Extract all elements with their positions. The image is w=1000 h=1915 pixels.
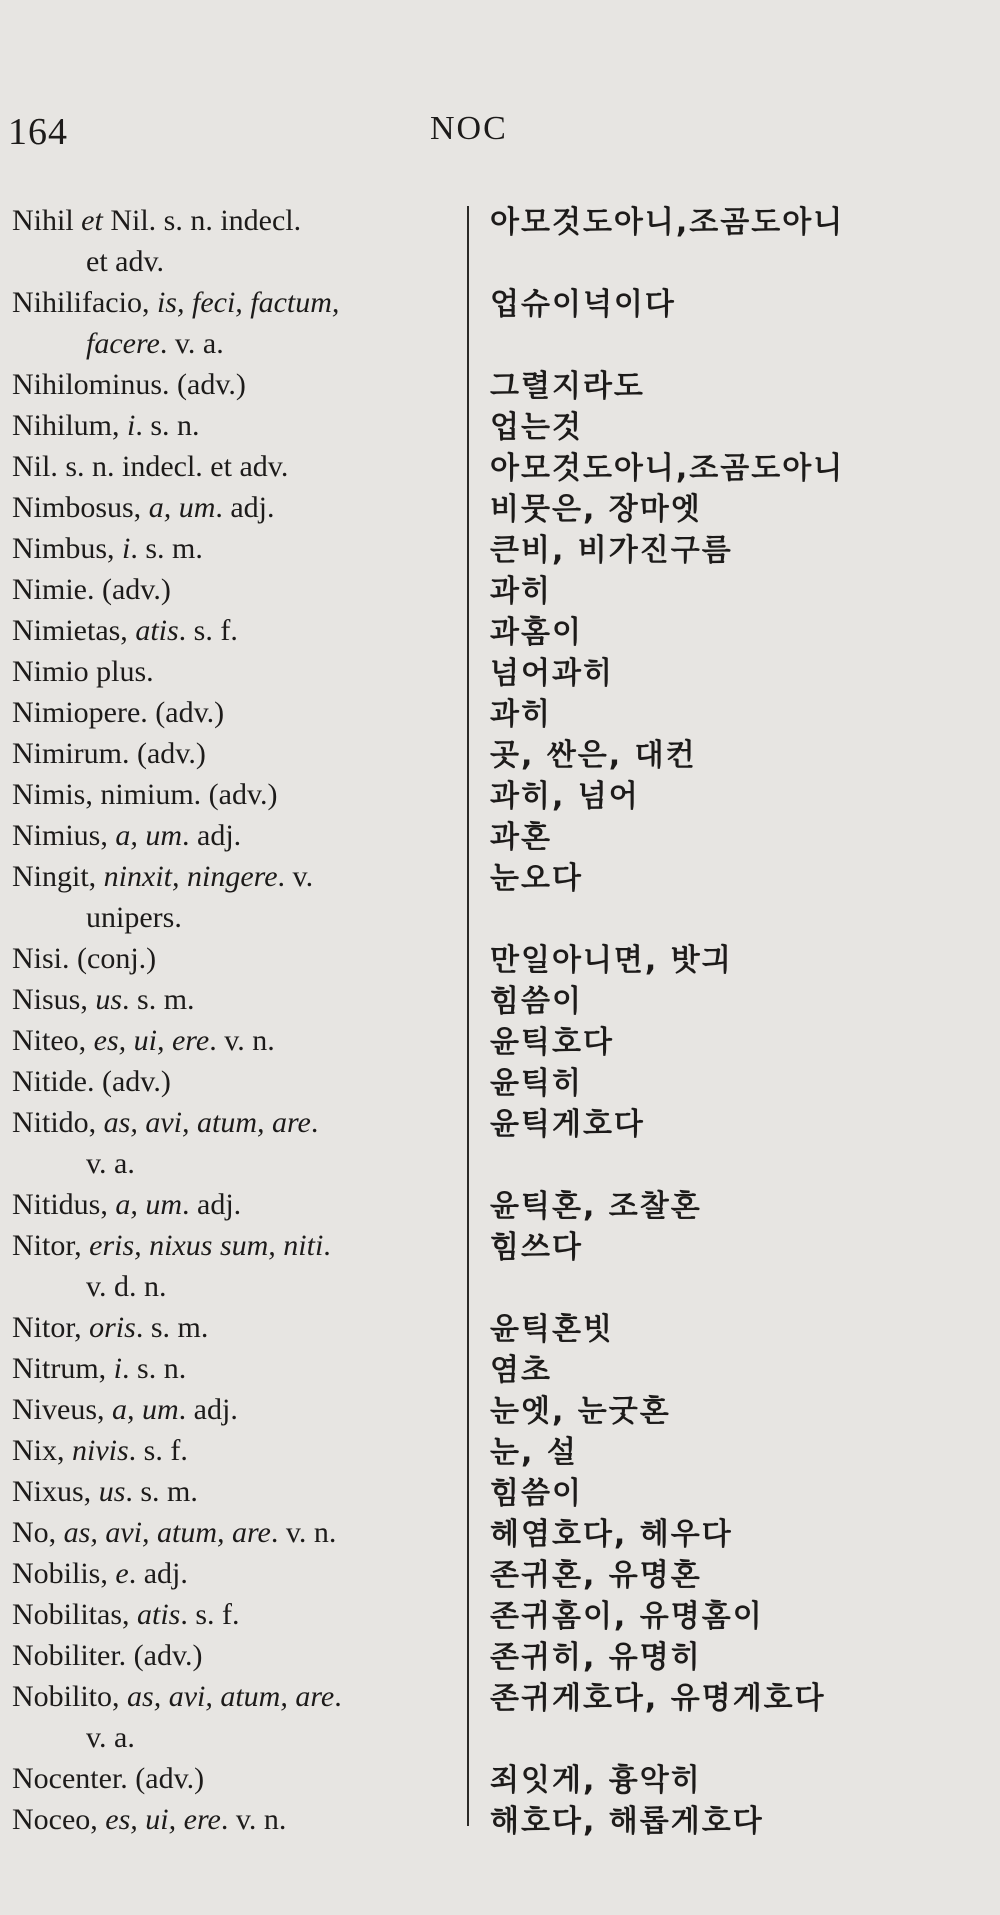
dictionary-entry xyxy=(0,1635,1000,1676)
latin-continuation xyxy=(12,1266,462,1307)
latin-inflection: i xyxy=(113,1352,123,1385)
latin-line xyxy=(12,1024,275,1057)
latin-line xyxy=(12,491,275,524)
latin-line xyxy=(12,983,195,1016)
korean-definition: 넘어과히 xyxy=(490,656,614,691)
dictionary-entry xyxy=(0,1471,1000,1512)
korean-definition: 눈오다 xyxy=(490,861,583,896)
latin-inflection: a, um xyxy=(112,1393,179,1426)
dictionary-entry xyxy=(0,610,1000,651)
page-header xyxy=(0,110,1000,166)
latin-headword xyxy=(12,938,462,979)
latin-headword xyxy=(12,569,462,610)
latin-text: Nix, xyxy=(12,1434,72,1467)
latin-line xyxy=(12,1680,342,1713)
latin-inflection: atis xyxy=(135,614,179,647)
latin-line xyxy=(12,1475,198,1508)
latin-inflection: us xyxy=(95,983,123,1016)
latin-headword xyxy=(12,1061,462,1102)
latin-line xyxy=(12,204,301,237)
latin-inflection: oris xyxy=(89,1311,136,1344)
dictionary-entry xyxy=(0,1799,1000,1840)
latin-text: Nisi. (conj.) xyxy=(12,942,157,975)
korean-definition: 과홈이 xyxy=(490,615,583,650)
korean-definition: 힘씀이 xyxy=(490,1476,583,1511)
latin-inflection: i xyxy=(122,532,131,565)
korean-definition: 윤틱혼, 조찰혼 xyxy=(490,1189,702,1224)
latin-text: Nitide. (adv.) xyxy=(12,1065,171,1098)
dictionary-entry xyxy=(0,856,1000,938)
latin-headword xyxy=(12,815,462,856)
latin-headword xyxy=(12,487,462,528)
latin-text: Nimis, nimium. (adv.) xyxy=(12,778,278,811)
latin-line xyxy=(12,696,224,729)
latin-line xyxy=(12,573,171,606)
latin-text: . s. m. xyxy=(125,1475,198,1508)
latin-text: Nil. s. n. indecl. xyxy=(102,204,302,237)
latin-text: . adj. xyxy=(182,819,242,852)
latin-text: Nimie. (adv.) xyxy=(12,573,171,606)
latin-inflection: a, um xyxy=(148,491,216,524)
latin-text: . xyxy=(323,1229,331,1262)
latin-text: . adj. xyxy=(128,1557,188,1590)
latin-headword xyxy=(12,200,462,282)
latin-headword xyxy=(12,979,462,1020)
latin-text: v. a. xyxy=(86,1721,135,1754)
latin-text: Nisus, xyxy=(12,983,96,1016)
korean-definition: 아모것도아니,조곰도아니 xyxy=(490,451,845,486)
latin-line xyxy=(12,1393,238,1426)
latin-headword xyxy=(12,1676,462,1758)
latin-inflection: is, feci, factum, xyxy=(156,286,340,319)
latin-inflection: facere xyxy=(86,327,160,360)
latin-headword xyxy=(12,1758,462,1799)
latin-text: . s. n. xyxy=(122,1352,187,1385)
latin-text: . s. f. xyxy=(178,614,238,647)
dictionary-entry xyxy=(0,282,1000,364)
latin-inflection: e xyxy=(115,1557,129,1590)
latin-text: Noceo, xyxy=(12,1803,106,1836)
latin-inflection: as, avi, atum, are xyxy=(63,1516,271,1549)
korean-definition: 곳, 싼은, 대컨 xyxy=(490,738,697,773)
latin-text: Nihilominus. (adv.) xyxy=(12,368,246,401)
latin-headword xyxy=(12,1471,462,1512)
latin-headword xyxy=(12,446,462,487)
dictionary-entry xyxy=(0,1102,1000,1184)
latin-inflection: es, ui, ere xyxy=(93,1024,210,1057)
dictionary-entry xyxy=(0,774,1000,815)
latin-headword xyxy=(12,1225,462,1307)
latin-text: . v. n. xyxy=(220,1803,287,1836)
latin-text: Nihil xyxy=(12,204,82,237)
latin-text: . s. m. xyxy=(135,1311,209,1344)
latin-continuation xyxy=(12,897,462,938)
latin-line xyxy=(12,532,203,565)
korean-definition: 과혼 xyxy=(490,820,552,855)
dictionary-entry xyxy=(0,446,1000,487)
latin-line xyxy=(12,450,288,483)
dictionary-entry xyxy=(0,1594,1000,1635)
latin-headword xyxy=(12,610,462,651)
latin-line xyxy=(12,1311,208,1344)
latin-text: . adj. xyxy=(215,491,275,524)
dictionary-entry xyxy=(0,692,1000,733)
latin-text: Niveus, xyxy=(12,1393,112,1426)
latin-headword xyxy=(12,774,462,815)
korean-definition: 윤틱히 xyxy=(490,1066,583,1101)
latin-text: Nobilitas, xyxy=(12,1598,137,1631)
latin-inflection: i xyxy=(127,409,136,442)
latin-inflection: a, um xyxy=(115,1188,183,1221)
latin-inflection: as, avi, atum, are xyxy=(127,1680,335,1713)
latin-headword xyxy=(12,651,462,692)
latin-headword xyxy=(12,405,462,446)
dictionary-entry xyxy=(0,979,1000,1020)
dictionary-entry xyxy=(0,1512,1000,1553)
latin-text: Nitido, xyxy=(12,1106,104,1139)
latin-text: et adv. xyxy=(86,245,165,278)
latin-headword xyxy=(12,1512,462,1553)
latin-headword xyxy=(12,528,462,569)
dictionary-entry xyxy=(0,938,1000,979)
latin-line xyxy=(12,286,339,319)
latin-text: . v. n. xyxy=(270,1516,337,1549)
korean-definition: 윤틱혼빗 xyxy=(490,1312,614,1347)
latin-text: . v. n. xyxy=(209,1024,275,1057)
latin-inflection: us xyxy=(98,1475,126,1508)
dictionary-entry xyxy=(0,1553,1000,1594)
korean-definition: 아모것도아니,조곰도아니 xyxy=(490,205,845,240)
korean-definition: 헤염호다, 헤우다 xyxy=(490,1517,733,1552)
dictionary-entry xyxy=(0,1061,1000,1102)
latin-line xyxy=(12,368,246,401)
latin-line xyxy=(12,1803,286,1836)
latin-inflection: nivis xyxy=(72,1434,129,1467)
korean-definition: 그렬지라도 xyxy=(490,369,645,404)
latin-line xyxy=(12,409,200,442)
latin-text: Nil. s. n. indecl. et adv. xyxy=(12,450,289,483)
latin-text: No, xyxy=(12,1516,64,1549)
korean-definition: 힘씀이 xyxy=(490,984,583,1019)
dictionary-entry xyxy=(0,733,1000,774)
latin-text: . s. m. xyxy=(130,532,203,565)
page-heading: NOC xyxy=(430,110,508,147)
dictionary-entry xyxy=(0,1389,1000,1430)
latin-headword xyxy=(12,692,462,733)
korean-definition: 과히 xyxy=(490,697,552,732)
latin-line xyxy=(12,860,313,893)
latin-line xyxy=(12,655,154,688)
korean-definition: 업는것 xyxy=(490,410,583,445)
dictionary-entry xyxy=(0,200,1000,282)
latin-text: . s. f. xyxy=(180,1598,240,1631)
latin-text: Nimiopere. (adv.) xyxy=(12,696,225,729)
latin-headword xyxy=(12,1307,462,1348)
latin-text: Nobiliter. (adv.) xyxy=(12,1639,203,1672)
latin-text: Nobilito, xyxy=(12,1680,128,1713)
latin-text: v. a. xyxy=(86,1147,135,1180)
korean-definition: 과히, 넘어 xyxy=(490,779,640,814)
latin-line xyxy=(12,1516,336,1549)
latin-line xyxy=(12,1065,171,1098)
latin-text: . s. f. xyxy=(128,1434,188,1467)
latin-text: Nocenter. (adv.) xyxy=(12,1762,205,1795)
latin-text: Nitor, xyxy=(12,1229,90,1262)
latin-text: unipers. xyxy=(86,901,182,934)
latin-headword xyxy=(12,1348,462,1389)
latin-inflection: es, ui, ere xyxy=(105,1803,221,1836)
dictionary-entry xyxy=(0,1348,1000,1389)
latin-headword xyxy=(12,1430,462,1471)
latin-line xyxy=(12,1352,186,1385)
latin-text: . xyxy=(310,1106,319,1139)
latin-text: . adj. xyxy=(182,1188,242,1221)
latin-text: . s. n. xyxy=(135,409,200,442)
latin-headword xyxy=(12,282,462,364)
korean-definition: 만일아니면, 밧긔 xyxy=(490,943,733,978)
korean-definition: 과히 xyxy=(490,574,552,609)
latin-text: Nihilum, xyxy=(12,409,128,442)
korean-definition: 윤틱호다 xyxy=(490,1025,614,1060)
dictionary-entry xyxy=(0,1430,1000,1471)
latin-line xyxy=(12,778,278,811)
korean-definition: 눈, 설 xyxy=(490,1435,578,1470)
dictionary-entry xyxy=(0,364,1000,405)
latin-text: Nixus, xyxy=(12,1475,99,1508)
dictionary-entry xyxy=(0,1020,1000,1061)
dictionary-entry xyxy=(0,1184,1000,1225)
dictionary-entry xyxy=(0,815,1000,856)
latin-text: Nitrum, xyxy=(12,1352,114,1385)
latin-line xyxy=(12,1188,241,1221)
latin-text: . adj. xyxy=(178,1393,238,1426)
latin-line xyxy=(12,942,156,975)
korean-definition: 존귀게호다, 유명게호다 xyxy=(490,1681,826,1716)
dictionary-entry xyxy=(0,405,1000,446)
latin-headword xyxy=(12,1102,462,1184)
dictionary-entry xyxy=(0,569,1000,610)
latin-text: . v. xyxy=(277,860,314,893)
dictionary-entry xyxy=(0,1307,1000,1348)
latin-line xyxy=(12,737,206,770)
korean-definition: 염초 xyxy=(490,1353,552,1388)
dictionary-entry xyxy=(0,651,1000,692)
latin-headword xyxy=(12,1553,462,1594)
korean-definition: 힘쓰다 xyxy=(490,1230,583,1265)
korean-definition: 눈엣, 눈굿혼 xyxy=(490,1394,671,1429)
dictionary-entry xyxy=(0,487,1000,528)
latin-headword xyxy=(12,1594,462,1635)
korean-definition: 존귀혼, 유명혼 xyxy=(490,1558,702,1593)
korean-definition: 업슈이넉이다 xyxy=(490,287,676,322)
latin-text: Nimirum. (adv.) xyxy=(12,737,206,770)
latin-line xyxy=(12,1598,240,1631)
page-number: 164 xyxy=(8,111,68,153)
latin-headword xyxy=(12,364,462,405)
latin-inflection: et xyxy=(81,204,103,237)
latin-text: . s. m. xyxy=(122,983,195,1016)
latin-line xyxy=(12,614,238,647)
latin-headword xyxy=(12,733,462,774)
latin-text: Nihilifacio, xyxy=(12,286,157,319)
latin-headword xyxy=(12,1184,462,1225)
latin-text: Nimio plus. xyxy=(12,655,154,688)
korean-definition: 비뭇은, 장마엣 xyxy=(490,492,702,527)
dictionary-entry xyxy=(0,1225,1000,1307)
korean-definition: 죄잇게, 흉악히 xyxy=(490,1763,702,1798)
latin-text: v. d. n. xyxy=(86,1270,167,1303)
latin-line xyxy=(12,1106,318,1139)
latin-inflection: ninxit, ningere xyxy=(103,860,278,893)
latin-line xyxy=(12,819,241,852)
latin-headword xyxy=(12,1635,462,1676)
korean-definition: 존귀히, 유명히 xyxy=(490,1640,702,1675)
latin-headword xyxy=(12,1020,462,1061)
latin-text: Nimius, xyxy=(12,819,116,852)
latin-continuation xyxy=(12,323,462,364)
latin-text: . xyxy=(334,1680,342,1713)
dictionary-entries xyxy=(0,200,1000,1840)
dictionary-entry xyxy=(0,1758,1000,1799)
korean-definition: 해호다, 해롭게호다 xyxy=(490,1804,764,1839)
latin-continuation xyxy=(12,241,462,282)
latin-text: . v. a. xyxy=(159,327,224,360)
latin-line xyxy=(12,1229,331,1262)
latin-text: Nobilis, xyxy=(12,1557,116,1590)
latin-headword xyxy=(12,1389,462,1430)
korean-definition: 큰비, 비가진구름 xyxy=(490,533,733,568)
korean-definition: 윤틱게호다 xyxy=(490,1107,645,1142)
dictionary-entry xyxy=(0,528,1000,569)
latin-continuation xyxy=(12,1143,462,1184)
latin-text: Nimietas, xyxy=(12,614,136,647)
latin-inflection: as, avi, atum, are xyxy=(103,1106,311,1139)
latin-line xyxy=(12,1434,188,1467)
latin-inflection: a, um xyxy=(115,819,183,852)
latin-line xyxy=(12,1762,204,1795)
korean-definition: 존귀홈이, 유명홈이 xyxy=(490,1599,764,1634)
latin-text: Ningit, xyxy=(12,860,104,893)
latin-text: Niteo, xyxy=(12,1024,94,1057)
latin-headword xyxy=(12,856,462,938)
latin-inflection: eris, nixus sum, niti xyxy=(89,1229,324,1262)
latin-inflection: atis xyxy=(137,1598,181,1631)
latin-line xyxy=(12,1557,188,1590)
latin-text: Nitidus, xyxy=(12,1188,116,1221)
dictionary-entry xyxy=(0,1676,1000,1758)
latin-headword xyxy=(12,1799,462,1840)
latin-line xyxy=(12,1639,203,1672)
latin-text: Nimbosus, xyxy=(12,491,149,524)
latin-text: Nitor, xyxy=(12,1311,90,1344)
latin-continuation xyxy=(12,1717,462,1758)
latin-text: Nimbus, xyxy=(12,532,123,565)
